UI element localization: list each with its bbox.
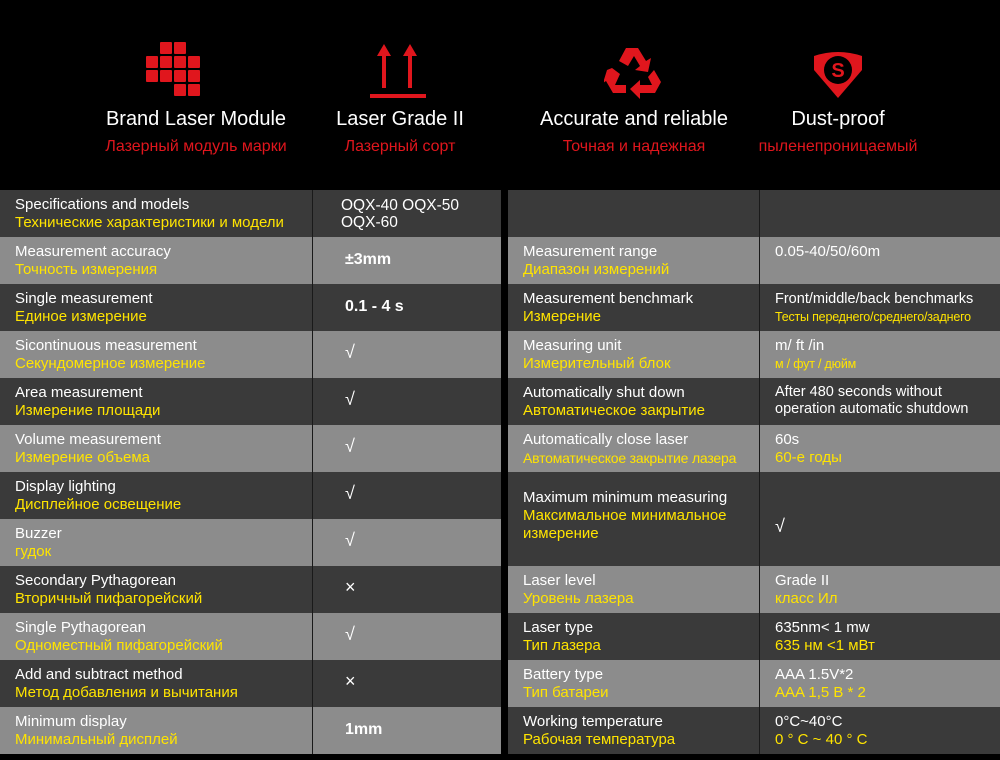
spec-value-ru: AAA 1,5 B * 2 xyxy=(775,684,866,701)
check-mark-icon: √ xyxy=(775,516,785,536)
table-divider xyxy=(501,190,508,760)
spec-label-ru: Автоматическое закрытие лазера xyxy=(523,450,737,466)
spec-label: Add and subtract method xyxy=(15,666,183,683)
spec-label: Secondary Pythagorean xyxy=(15,572,176,589)
table-row xyxy=(0,378,501,425)
spec-label-ru: Максимальное минимальное измерение xyxy=(523,507,727,542)
check-mark-icon: √ xyxy=(345,530,355,550)
spec-label: Single Pythagorean xyxy=(15,619,146,636)
feature-subtitle: Лазерный модуль марки xyxy=(105,138,287,155)
feature-title: Brand Laser Module xyxy=(105,108,287,130)
table-row xyxy=(508,284,1000,331)
spec-label-ru: Уровень лазера xyxy=(523,590,634,607)
table-row xyxy=(508,237,1000,284)
spec-label: Area measurement xyxy=(15,384,143,401)
table-row xyxy=(508,425,1000,472)
check-mark-icon: √ xyxy=(345,624,355,644)
spec-label: Laser level xyxy=(523,572,596,589)
table-row xyxy=(0,425,501,472)
spec-label: Single measurement xyxy=(15,290,153,307)
spec-value-ru: 0 ° C ~ 40 ° C xyxy=(775,731,868,748)
spec-label: Volume measurement xyxy=(15,431,161,448)
spec-value: m/ ft /in xyxy=(775,337,825,354)
spec-label: Sicontinuous measurement xyxy=(15,337,197,354)
spec-label-ru: Дисплейное освещение xyxy=(15,496,182,513)
spec-label: Laser type xyxy=(523,619,594,636)
spec-label: Measuring unit xyxy=(523,337,622,354)
spec-label-ru: Тип батареи xyxy=(523,684,609,701)
spec-label-ru: Измерение xyxy=(523,308,602,325)
recycle-icon xyxy=(604,44,664,100)
spec-label-ru: Метод добавления и вычитания xyxy=(15,684,238,701)
left-spec-table xyxy=(0,190,501,760)
spec-value-ru: Тесты переднего/среднего/заднего xyxy=(775,310,971,324)
feature-subtitle: Лазерный сорт xyxy=(344,138,456,155)
cross-mark-icon: × xyxy=(345,671,356,691)
spec-value-ru: класс Ил xyxy=(775,590,838,607)
features-header xyxy=(0,0,1000,190)
s-shield-icon xyxy=(810,48,866,100)
spec-value: 60s xyxy=(775,431,800,448)
spec-value: 635nm< 1 mw xyxy=(775,619,870,636)
feature-brand-laser xyxy=(86,0,306,190)
table-row xyxy=(508,660,1000,707)
table-row xyxy=(0,472,501,519)
table-row xyxy=(0,331,501,378)
table-row xyxy=(0,284,501,331)
svg-text:S: S xyxy=(831,60,845,82)
spec-label-ru: Минимальный дисплей xyxy=(15,731,178,748)
spec-label: Automatically close laser xyxy=(523,431,689,448)
check-mark-icon: √ xyxy=(345,389,355,409)
spec-value-ru: м / фут / дюйм xyxy=(775,357,856,371)
feature-title: Dust-proof xyxy=(791,108,885,130)
feature-title: Accurate and reliable xyxy=(540,108,728,130)
table-row xyxy=(508,707,1000,754)
table-row xyxy=(508,472,1000,566)
spec-label: Automatically shut down xyxy=(523,384,685,401)
feature-laser-grade xyxy=(310,0,490,190)
spec-value: 1mm xyxy=(345,721,383,738)
spec-label: Working temperature xyxy=(523,713,663,730)
up-arrows-icon xyxy=(370,42,426,102)
feature-subtitle: пыленепроницаемый xyxy=(758,138,918,155)
spec-label-ru: Измерительный блок xyxy=(523,355,671,372)
spec-label: Buzzer xyxy=(15,525,62,542)
table-row xyxy=(0,613,501,660)
spec-value: OQX-40 OQX-50 OQX-60 xyxy=(341,197,460,231)
spec-label: Battery type xyxy=(523,666,604,683)
spec-label-ru: Тип лазера xyxy=(523,637,601,654)
feature-subtitle: Точная и надежная xyxy=(562,138,706,155)
spec-label-ru: Диапазон измерений xyxy=(523,261,670,278)
cross-mark-icon: × xyxy=(345,577,356,597)
spec-value: 0°C~40°C xyxy=(775,713,843,730)
spec-label: Measurement benchmark xyxy=(523,290,694,307)
spec-label: Minimum display xyxy=(15,713,127,730)
spec-value: Grade II xyxy=(775,572,830,589)
spec-value-ru: 635 нм <1 мВт xyxy=(775,637,875,654)
spec-label-ru: Вторичный пифагорейский xyxy=(15,590,203,607)
spec-label-ru: Измерение объема xyxy=(15,449,150,466)
spec-label-ru: Автоматическое закрытие xyxy=(523,402,705,419)
table-row xyxy=(508,566,1000,613)
spec-label-ru: Секундомерное измерение xyxy=(15,355,206,372)
table-row xyxy=(0,566,501,613)
spec-value-ru: 60-е годы xyxy=(775,449,842,466)
spec-value: 0.05-40/50/60m xyxy=(775,243,881,260)
spec-label-ru: Единое измерение xyxy=(15,308,147,325)
spec-label-ru: Рабочая температура xyxy=(523,731,676,748)
spec-value: AAA 1.5V*2 xyxy=(775,666,854,683)
spec-label: Measurement accuracy xyxy=(15,243,171,260)
spec-label-ru: Точность измерения xyxy=(15,261,158,278)
feature-dust-proof xyxy=(748,0,928,190)
table-row xyxy=(0,190,501,237)
spec-label-ru: Измерение площади xyxy=(15,402,161,419)
spec-label-ru: гудок xyxy=(15,543,52,560)
spec-value: 0.1 - 4 s xyxy=(345,298,404,315)
check-mark-icon: √ xyxy=(345,483,355,503)
spec-label: Maximum minimum measuring xyxy=(523,489,728,506)
spec-label: Display lighting xyxy=(15,478,116,495)
check-mark-icon: √ xyxy=(345,436,355,456)
table-row xyxy=(508,331,1000,378)
table-row xyxy=(508,378,1000,425)
spec-label: Specifications and models xyxy=(15,196,190,213)
spec-value: ±3mm xyxy=(345,251,392,268)
table-row xyxy=(0,519,501,566)
check-mark-icon: √ xyxy=(345,342,355,362)
spec-label-ru: Технические характеристики и модели xyxy=(15,214,284,231)
spec-value: Front/middle/back benchmarks xyxy=(775,291,974,307)
table-row xyxy=(0,237,501,284)
table-row xyxy=(0,660,501,707)
laser-grid-icon xyxy=(144,40,204,98)
feature-accurate xyxy=(524,0,744,190)
right-spec-table xyxy=(508,190,1000,760)
table-row xyxy=(0,707,501,754)
table-row xyxy=(508,613,1000,660)
spec-value: After 480 seconds without operation automatic shutdown xyxy=(775,384,969,417)
table-row xyxy=(508,190,1000,237)
feature-title: Laser Grade II xyxy=(336,108,464,130)
spec-label-ru: Одноместный пифагорейский xyxy=(15,637,223,654)
spec-label: Measurement range xyxy=(523,243,658,260)
spec-tables xyxy=(0,190,1000,760)
